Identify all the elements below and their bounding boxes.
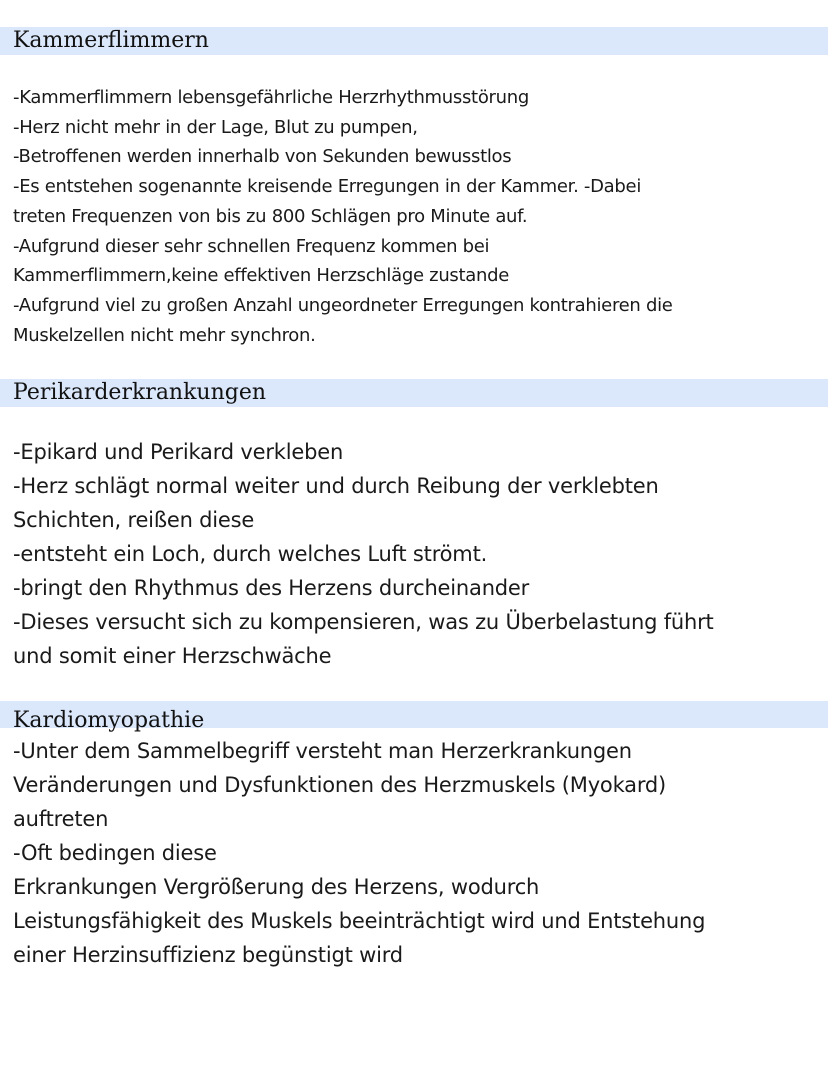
text-line: -Aufgrund dieser sehr schnellen Frequenz kommen bei	[13, 235, 490, 257]
text-line: Veränderungen und Dysfunktionen des Herzmuskels (Myokard)	[13, 773, 667, 797]
text-line: treten Frequenzen von bis zu 800 Schlägen pro Minute auf.	[13, 205, 528, 227]
text-line: auftreten	[13, 807, 109, 831]
text-line: einer Herzinsuffizienz begünstigt wird	[13, 943, 403, 967]
text-line: Muskelzellen nicht mehr synchron.	[13, 324, 316, 346]
text-line: -Aufgrund viel zu großen Anzahl ungeordneter Erregungen kontrahieren die	[13, 294, 673, 316]
text-line: Schichten, reißen diese	[13, 508, 255, 532]
text-line: Erkrankungen Vergrößerung des Herzens, wodurch	[13, 875, 540, 899]
text-line: Leistungsfähigkeit des Muskels beeinträchtigt wird und Entstehung	[13, 909, 706, 933]
text-line: -Betroffenen werden innerhalb von Sekunden bewusstlos	[13, 146, 512, 168]
text-line: -Es entstehen sogenannte kreisende Erregungen in der Kammer. -Dabei	[13, 176, 642, 198]
section-body-kammerflimmern	[13, 83, 813, 350]
text-line: -Herz schlägt normal weiter und durch Reibung der verklebten	[13, 474, 659, 498]
text-line: -Unter dem Sammelbegriff versteht man Herzerkrankungen	[13, 739, 632, 763]
text-line: -Kammerflimmern lebensgefährliche Herzrhythmusstörung	[13, 87, 529, 108]
text-line: -bringt den Rhythmus des Herzens durcheinander	[13, 576, 530, 600]
text-line: -Oft bedingen diese	[13, 841, 217, 865]
text-line: -Herz nicht mehr in der Lage, Blut zu pumpen,	[13, 116, 418, 138]
text-line: -entsteht ein Loch, durch welches Luft strömt.	[13, 542, 488, 566]
text-line: -Epikard und Perikard verkleben	[13, 440, 344, 464]
text-line: und somit einer Herzschwäche	[13, 644, 332, 668]
text-line: Kammerflimmern,keine effektiven Herzschläge zustande	[13, 265, 510, 287]
section-title-kardiomyopathie: Kardiomyopathie	[13, 708, 205, 733]
section-title-perikarderkrankungen: Perikarderkrankungen	[13, 380, 267, 405]
section-body-perikarderkrankungen	[13, 435, 818, 673]
section-body-kardiomyopathie	[13, 734, 818, 972]
text-line: -Dieses versucht sich zu kompensieren, was zu Überbelastung führt	[13, 610, 714, 634]
section-title-kammerflimmern: Kammerflimmern	[13, 28, 209, 53]
